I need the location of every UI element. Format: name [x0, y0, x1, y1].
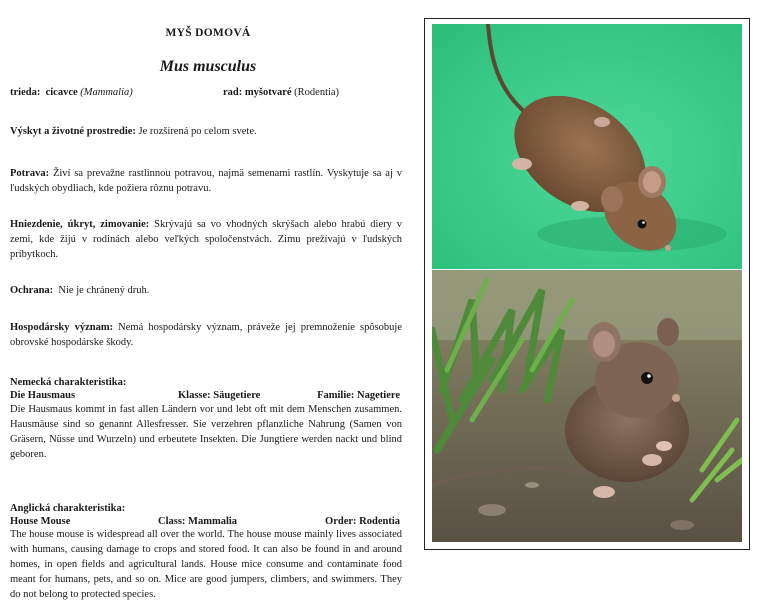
order-value: myšotvaré — [244, 87, 292, 98]
german-heading: Nemecká charakteristika: — [10, 377, 127, 388]
common-name-title: MYŠ DOMOVÁ — [165, 27, 251, 39]
order-latin: (Rodentia) — [294, 87, 340, 98]
order-info — [223, 85, 339, 100]
protection-text: Nie je chránený druh. — [53, 285, 150, 296]
class-label: trieda: — [10, 87, 41, 98]
habitat-label: Výskyt a životné prostredie: — [10, 126, 136, 137]
habitat-section — [10, 124, 402, 139]
english-name: House Mouse — [10, 516, 71, 527]
latin-name-title: Mus musculus — [159, 58, 257, 75]
economy-section — [10, 320, 402, 350]
food-section — [10, 166, 402, 196]
protection-section — [10, 283, 402, 298]
food-label: Potrava: — [10, 168, 50, 179]
taxonomy-row — [10, 85, 402, 100]
protection-label: Ochrana: — [10, 285, 54, 296]
german-meta-row — [10, 388, 402, 403]
mouse-illustration-green — [432, 24, 742, 269]
habitat-text: Je rozšírená po celom svete. — [135, 126, 257, 137]
economy-text: Nemá hospodársky význam, práveže jej premnoženie spôsobuje obrovské hospodárske škody. — [10, 322, 402, 348]
economy-label: Hospodársky význam: — [10, 322, 114, 333]
class-latin: (Mammalia) — [80, 87, 133, 98]
nesting-text: Skrývajú sa vo vhodných skrýšach alebo hrabú diery v zemi, kde žijú v rodinách alebo veľkých spoločenstvách. Zimu prežívajú v ľudských príbytkoch. — [10, 219, 402, 260]
mouse-photo-ground — [432, 270, 742, 542]
german-name: Die Hausmaus — [10, 390, 76, 401]
german-text: Die Hausmaus kommt in fast allen Ländern vor und lebt oft mit dem Menschen zusammen. Hausmäuse sind so genannt Allesfresser. Sie verzehren pflanzliche Nahrung (Samen von Gräsern, Nüsse und Wurzeln) und erbeutete Insekten. Die Jungtiere werden nackt und blind geboren. — [10, 404, 402, 460]
mouse-illustration-ground — [432, 270, 742, 542]
order-label: rad: — [223, 87, 243, 98]
nesting-label: Hniezdenie, úkryt, zimovanie: — [10, 219, 150, 230]
english-heading: Anglická charakteristika: — [10, 503, 126, 514]
german-family: Familie: Nagetiere — [317, 390, 400, 401]
english-text: The house mouse is widespread all over the world. The house mouse mainly lives associated with humans, causing damage to crops and stored food. It can also be found in and around homes, in open fields and agricultural lands. House mice consume and contaminate food meant for humans, pets, and so on. Mice are good jumpers, climbers, and swimmers. They do not belong to protected species. — [10, 529, 402, 600]
food-text: Živí sa prevažne rastlinnou potravou, najmä semenami rastlín. Vyskytuje sa aj v ľudských obydliach, kde požiera rôznu potravu. — [10, 168, 402, 194]
english-order: Order: Rodentia — [325, 516, 400, 527]
class-info — [10, 85, 133, 100]
photo-frame — [424, 18, 750, 550]
nesting-section — [10, 217, 402, 262]
german-class: Klasse: Säugetiere — [178, 390, 261, 401]
english-class: Class: Mammalia — [158, 516, 238, 527]
mouse-photo-green — [432, 24, 742, 269]
class-value: cicavce — [45, 87, 78, 98]
